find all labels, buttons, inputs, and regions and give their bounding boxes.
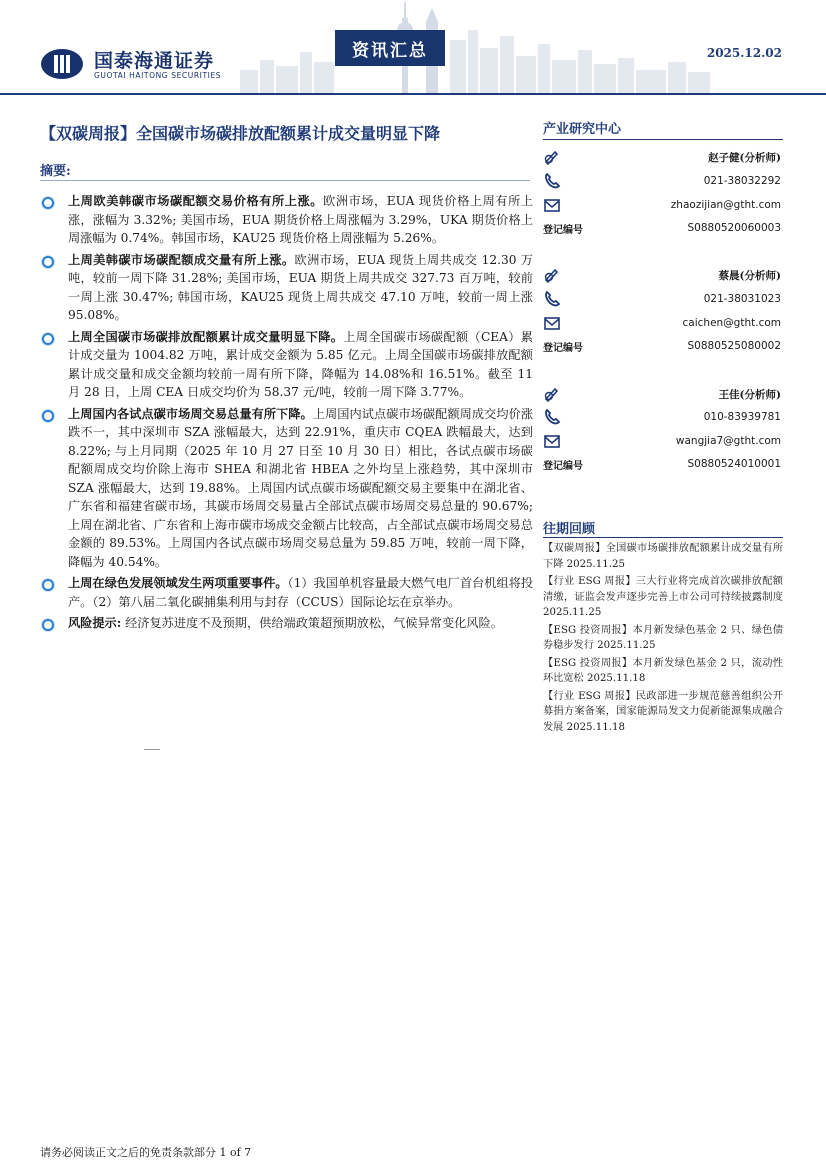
city-skyline-decoration bbox=[240, 0, 710, 94]
company-logo-icon bbox=[40, 48, 84, 80]
cert-label: 登记编号 bbox=[543, 342, 583, 354]
bullet-dot-icon bbox=[42, 197, 54, 209]
past-report-link[interactable]: 【ESG 投资周报】本月新发绿色基金 2 只，流动性环比宽松 2025.11.18 bbox=[543, 657, 783, 684]
analyst-name: 赵子健(分析师) bbox=[708, 151, 781, 164]
bullet-dot-icon bbox=[42, 579, 54, 591]
email-icon bbox=[543, 432, 561, 450]
report-title: 【双碳周报】全国碳市场碳排放配额累计成交量明显下降 bbox=[40, 124, 441, 143]
bullet-dot-icon bbox=[42, 619, 54, 631]
summary-divider bbox=[40, 180, 530, 181]
page-footer: 请务必阅读正文之后的免责条款部分 1 of 7 bbox=[40, 1146, 252, 1159]
bullet-dot-icon bbox=[42, 410, 54, 422]
analyst-2-name-row bbox=[543, 264, 781, 286]
analyst-name: 王佳(分析师) bbox=[718, 388, 781, 401]
email-icon bbox=[543, 196, 561, 214]
bullet-heading: 上周全国碳市场碳排放配额累计成交量明显下降。 bbox=[68, 329, 344, 344]
summary-bullet-1 bbox=[40, 192, 533, 248]
analyst-phone: 021-38032292 bbox=[703, 175, 781, 187]
summary-bullet-risk bbox=[40, 614, 533, 633]
analyst-1-name-row bbox=[543, 146, 781, 168]
pen-icon bbox=[543, 148, 561, 166]
cert-label: 登记编号 bbox=[543, 224, 583, 236]
company-name-en: GUOTAI HAITONG SECURITIES bbox=[94, 71, 222, 80]
header-divider bbox=[0, 93, 826, 95]
bullet-heading: 上周美韩碳市场碳配额成交量有所上涨。 bbox=[68, 252, 295, 267]
bullet-heading: 上周国内各试点碳市场周交易总量有所下降。 bbox=[68, 406, 313, 421]
bullet-body: 上周全国碳市场碳配额（CEA）累计成交量为 1004.82 万吨，累计成交金额为 5.85 亿元。上周全国碳市场碳排放配额累计成交量和成交金额均较前一周有所下降，降幅为 14.08%和 16.51%。截至 11 月 28 日，上周 CEA 日成交均价为 58.37 元/吨，较前一周下降 3.77%。 bbox=[68, 329, 533, 399]
bullet-heading: 上周在绿色发展领域发生两项重要事件。 bbox=[68, 576, 288, 590]
analyst-cert-number: S0880524010001 bbox=[687, 458, 781, 470]
phone-icon bbox=[543, 172, 561, 190]
past-report-link[interactable]: 【行业 ESG 周报】民政部进一步规范慈善组织公开募捐方案备案，国家能源局发文力促新能源集成融合发展 2025.11.18 bbox=[543, 690, 783, 733]
analyst-email[interactable]: wangjia7@gtht.com bbox=[675, 435, 781, 447]
summary-bullet-3 bbox=[40, 328, 533, 402]
bullet-dot-icon bbox=[42, 333, 54, 345]
bullet-dot-icon bbox=[42, 256, 54, 268]
analyst-3-cert-row bbox=[543, 453, 781, 475]
analyst-email[interactable]: zhaozijian@gtht.com bbox=[670, 199, 781, 211]
analyst-2-email-row bbox=[543, 312, 781, 334]
bullet-body: 经济复苏进度不及预期，供给端政策超预期放松，气候异常变化风险。 bbox=[121, 616, 503, 630]
analyst-2-phone-row bbox=[543, 288, 781, 310]
analyst-3-email-row bbox=[543, 430, 781, 452]
company-name-cn: 国泰海通证券 bbox=[94, 50, 215, 72]
analyst-email[interactable]: caichen@gtht.com bbox=[682, 317, 781, 329]
email-icon bbox=[543, 314, 561, 332]
bullet-body: 欧洲市场，EUA 现货价格上周有所上涨，涨幅为 3.32%; 美国市场，EUA 期货价格上周涨幅为 3.29%，UKA 期货价格上周涨幅为 0.74%。韩国市场，KAU25 现货价格上周涨幅为 5.26%。 bbox=[68, 194, 534, 245]
bullet-body: 欧洲市场，EUA 现货上周共成交 12.30 万吨，较前一周下降 31.28%; 美国市场，EUA 期货上周共成交 327.73 百万吨，较前一周上涨 30.47%; 韩国市场，KAU25 现货上周共成交 47.10 万吨，较前一周上涨 95.08%。 bbox=[68, 252, 534, 322]
past-report-link[interactable]: 【行业 ESG 周报】三大行业将完成首次碳排放配额清缴，证监会发声逐步完善上市公司可持续披露制度 2025.11.25 bbox=[543, 576, 783, 618]
past-report-link[interactable]: 【双碳周报】全国碳市场碳排放配额累计成交量有所下降 2025.11.25 bbox=[543, 543, 783, 570]
analyst-2-cert-row bbox=[543, 335, 781, 357]
analyst-3-phone-row bbox=[543, 406, 781, 428]
research-center-heading: 产业研究中心 bbox=[543, 122, 622, 137]
past-reports-list bbox=[543, 541, 783, 737]
summary-label: 摘要: bbox=[40, 164, 71, 179]
analyst-cert-number: S0880520060003 bbox=[687, 222, 781, 234]
summary-bullet-4 bbox=[40, 405, 533, 572]
analyst-cert-number: S0880525080002 bbox=[687, 340, 781, 352]
report-category-tag: 资讯汇总 bbox=[335, 30, 445, 66]
analyst-1-email-row bbox=[543, 194, 781, 216]
pen-icon bbox=[543, 266, 561, 284]
past-report-link[interactable]: 【ESG 投资周报】本月新发绿色基金 2 只、绿色债券稳步发行 2025.11.25 bbox=[543, 624, 783, 651]
bullet-body: （1）我国单机容量最大燃气电厂首台机组将投产。（2）第八届二氧化碳捕集利用与封存（CCUS）国际论坛在京举办。 bbox=[68, 576, 534, 609]
analyst-1-phone-row bbox=[543, 170, 781, 192]
past-reports-divider bbox=[543, 537, 783, 538]
analyst-1-cert-row bbox=[543, 217, 781, 239]
analyst-3-name-row bbox=[543, 383, 781, 405]
past-reports-heading: 往期回顾 bbox=[543, 522, 596, 537]
phone-icon bbox=[543, 290, 561, 308]
cert-label: 登记编号 bbox=[543, 460, 583, 472]
bullet-body: 上周国内试点碳市场碳配额周成交均价涨跌不一，其中深圳市 SZA 涨幅最大，达到 22.91%，重庆市 CQEA 跌幅最大，达到 8.22%; 与上月同期（2025 年 10 月 27 日至 10 月 30 日）相比，各试点碳市场碳配额周成交均价除上海市 SHEA 和湖北省 HBEA 之外均呈上涨趋势，其中深圳市 SZA 涨幅最大，达到 19.88%。上周国内试点碳市场碳配额交易主要集中在湖北省、广东省和福建省碳市场，其碳市场周交易量占全部试点碳市场周交易总量的 90.67%; 上周在湖北省、广东省和上海市碳市场成交金额占比较高，占全部试点碳市场周交易总金额的 89.53%。上周国内各试点碳市场周交易总量为 59.85 万吨，较前一周下降，降幅为 40.54%。 bbox=[68, 406, 534, 569]
report-date: 2025.12.02 bbox=[706, 46, 782, 60]
pen-icon bbox=[543, 385, 561, 403]
bullet-heading: 上周欧美韩碳市场碳配额交易价格有所上涨。 bbox=[68, 194, 324, 208]
analyst-name: 蔡晨(分析师) bbox=[718, 269, 781, 282]
text-end-mark bbox=[144, 749, 160, 750]
research-center-divider bbox=[543, 139, 783, 140]
analyst-phone: 021-38031023 bbox=[703, 293, 781, 305]
phone-icon bbox=[543, 408, 561, 426]
summary-bullet-2 bbox=[40, 251, 533, 325]
summary-bullets bbox=[40, 192, 533, 636]
summary-bullet-5 bbox=[40, 574, 533, 611]
analyst-phone: 010-83939781 bbox=[703, 411, 781, 423]
bullet-heading: 风险提示: bbox=[68, 616, 122, 630]
